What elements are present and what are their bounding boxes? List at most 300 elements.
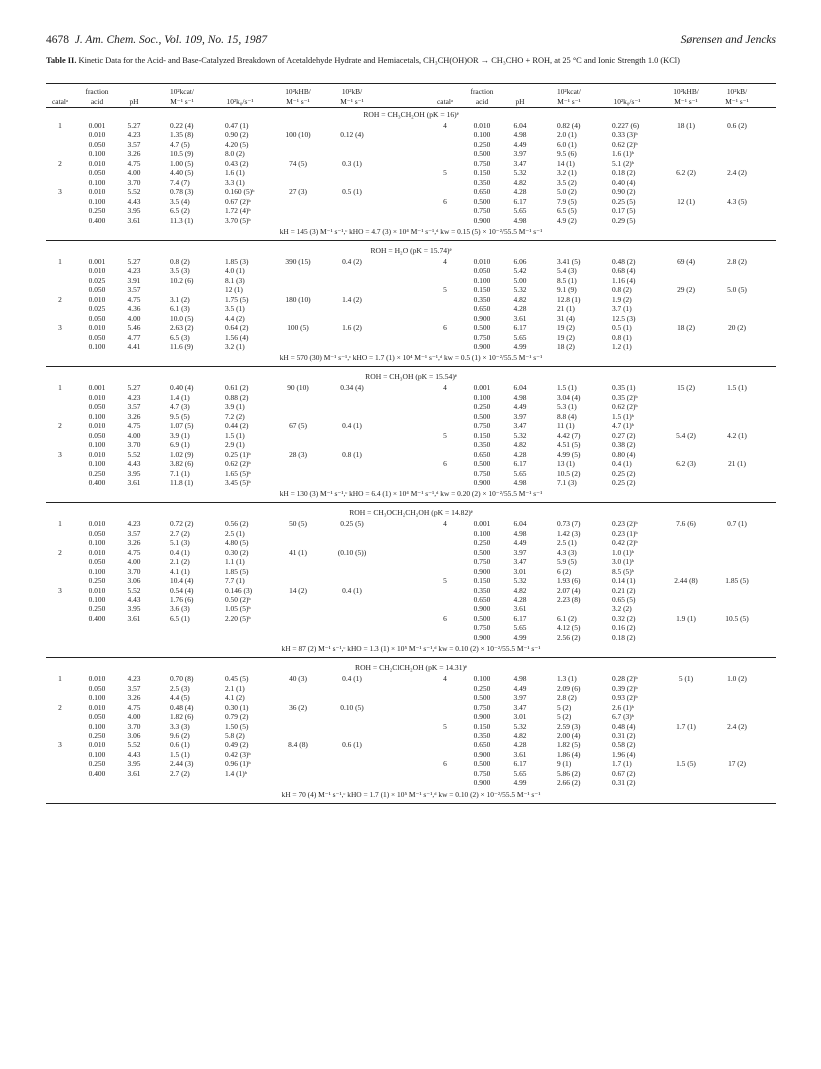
cell-kcat: 1.5 (1): [557, 383, 577, 393]
cell-ph: 5.65: [513, 768, 527, 778]
cell-kb: 0.4 (1): [342, 674, 362, 684]
cell-fraction-acid: 0.100: [88, 440, 106, 450]
cell-kcat: 5.0 (2): [557, 187, 577, 197]
cell-ph: 3.61: [513, 313, 527, 323]
col-header-ph-left: pH: [129, 97, 139, 106]
cell-kcat: 0.82 (4): [557, 121, 581, 130]
cell-k0: 0.61 (2): [225, 383, 249, 393]
cell-kcat: 21 (1): [557, 304, 575, 314]
section-title: ROH = CH₃CH₂OH (pK = 16)ᵉ: [363, 110, 459, 119]
cell-kcat: 12.8 (1): [557, 294, 581, 304]
cell-catal: 2: [58, 547, 62, 557]
cell-catal: 5: [443, 285, 447, 295]
cell-fraction-acid: 0.100: [473, 674, 491, 684]
cell-k0: 0.25 (2): [612, 477, 636, 487]
cell-k0: 0.39 (2)ᵇ: [612, 683, 638, 693]
cell-fraction-acid: 0.150: [473, 576, 491, 586]
cell-kcat: 2.63 (2): [170, 323, 194, 333]
cell-ph: 3.47: [513, 702, 527, 712]
cell-kcat: 6.0 (1): [557, 139, 577, 149]
cell-k0: 2.20 (5)ᵇ: [225, 613, 251, 623]
col-header-fraction-right: fraction: [470, 87, 494, 96]
cell-ph: 3.06: [127, 576, 141, 586]
cell-k0: 12 (1): [225, 285, 243, 295]
cell-fraction-acid: 0.001: [473, 519, 491, 529]
col-header-kb-units-right: M⁻¹ s⁻¹: [725, 97, 749, 106]
cell-fraction-acid: 0.350: [473, 177, 491, 187]
cell-ph: 6.06: [513, 256, 527, 266]
cell-ph: 3.57: [127, 528, 141, 538]
cell-ph: 4.49: [513, 683, 527, 693]
cell-ph: 5.65: [513, 206, 527, 216]
cell-ph: 4.00: [127, 168, 141, 178]
cell-ph: 6.04: [513, 519, 527, 529]
cell-fraction-acid: 0.050: [88, 285, 106, 295]
cell-ph: 3.61: [127, 477, 141, 487]
cell-ph: 4.00: [127, 712, 141, 722]
rate-constants-note: kH = 130 (3) M⁻¹ s⁻¹,ᶜ kHO = 6.4 (1) × 10⁴ M⁻¹ s⁻¹,ᵈ kw = 0.20 (2) × 10⁻²/55.5 M⁻¹ s⁻¹: [279, 489, 543, 499]
cell-ph: 4.28: [513, 187, 527, 197]
cell-ph: 6.04: [513, 383, 527, 393]
cell-catal: 2: [58, 421, 62, 431]
cell-fraction-acid: 0.750: [473, 206, 491, 216]
cell-kb: 4.2 (1): [727, 430, 747, 440]
cell-k0: 0.79 (2): [225, 712, 249, 722]
cell-ph: 6.17: [513, 613, 527, 623]
cell-ph: 5.32: [513, 285, 527, 295]
cell-ph: 4.43: [127, 749, 141, 759]
cell-fraction-acid: 0.100: [88, 411, 106, 421]
cell-k0: 7.7 (1): [225, 576, 245, 586]
cell-ph: 4.36: [127, 304, 141, 314]
cell-fraction-acid: 0.900: [473, 604, 491, 614]
cell-ph: 4.28: [513, 595, 527, 604]
cell-kcat: 2.59 (3): [557, 721, 581, 731]
cell-k0: 0.35 (2)ᵇ: [612, 392, 638, 402]
cell-ph: 5.65: [513, 332, 527, 342]
cell-k0: 0.62 (2)ᵇ: [612, 139, 638, 149]
cell-ph: 3.91: [127, 275, 141, 285]
cell-fraction-acid: 0.750: [473, 623, 491, 633]
cell-kcat: 9.1 (9): [557, 285, 577, 295]
cell-khb: 100 (5): [287, 323, 309, 333]
cell-ph: 4.98: [513, 215, 527, 225]
cell-ph: 4.23: [127, 674, 141, 684]
cell-ph: 3.47: [513, 158, 527, 168]
cell-khb: 69 (4): [677, 256, 695, 266]
cell-k0: 0.23 (1)ᵇ: [612, 528, 638, 538]
rate-constants-note: kH = 570 (30) M⁻¹ s⁻¹,ᶜ kHO = 1.7 (1) × 10⁴ M⁻¹ s⁻¹,ᵈ kw = 0.5 (1) × 10⁻²/55.5 M⁻¹ s⁻¹: [279, 353, 543, 363]
cell-khb: 6.2 (3): [676, 459, 696, 469]
cell-fraction-acid: 0.250: [473, 402, 491, 412]
cell-kcat: 5 (2): [557, 702, 572, 712]
cell-k0: 4.0 (1): [225, 266, 245, 276]
cell-catal: 1: [58, 383, 62, 393]
cell-catal: 2: [58, 702, 62, 712]
cell-fraction-acid: 0.010: [88, 519, 106, 529]
cell-catal: 1: [58, 256, 62, 266]
cell-khb: 36 (2): [289, 702, 307, 712]
cell-fraction-acid: 0.100: [88, 749, 106, 759]
cell-ph: 3.26: [127, 149, 141, 159]
cell-k0: 0.45 (5): [225, 674, 249, 684]
cell-ph: 3.47: [513, 421, 527, 431]
cell-kcat: 1.82 (5): [557, 740, 581, 750]
cell-khb: 15 (2): [677, 383, 695, 393]
page-number: 4678: [46, 34, 69, 46]
cell-ph: 3.95: [127, 206, 141, 216]
cell-k0: 1.4 (1)ᵇ: [225, 768, 247, 778]
cell-k0: 0.42 (2)ᵇ: [612, 538, 638, 548]
cell-fraction-acid: 0.010: [88, 323, 106, 333]
cell-kb: 0.6 (1): [342, 740, 362, 750]
cell-ph: 3.70: [127, 721, 141, 731]
cell-fraction-acid: 0.050: [88, 402, 106, 412]
cell-kb: 0.12 (4): [340, 130, 364, 140]
cell-ph: 4.00: [127, 430, 141, 440]
cell-fraction-acid: 0.100: [88, 149, 106, 159]
cell-ph: 5.65: [513, 468, 527, 478]
cell-kcat: 2.8 (2): [557, 693, 577, 703]
cell-kcat: 2.0 (1): [557, 130, 577, 140]
cell-kcat: 1.76 (6): [170, 595, 194, 604]
cell-catal: 4: [443, 256, 447, 266]
cell-kcat: 19 (2): [557, 323, 575, 333]
cell-fraction-acid: 0.500: [473, 323, 491, 333]
cell-kcat: 14 (1): [557, 158, 575, 168]
cell-khb: 18 (2): [677, 323, 695, 333]
cell-ph: 5.32: [513, 168, 527, 178]
cell-fraction-acid: 0.100: [88, 538, 106, 548]
cell-ph: 3.97: [513, 693, 527, 703]
cell-kcat: 0.72 (2): [170, 519, 194, 529]
cell-kcat: 3.1 (2): [170, 294, 190, 304]
cell-khb: 50 (5): [289, 519, 307, 529]
cell-ph: 5.65: [513, 623, 527, 633]
cell-ph: 4.49: [513, 402, 527, 412]
cell-k0: 0.33 (3)ᵇ: [612, 130, 638, 140]
cell-ph: 3.95: [127, 604, 141, 614]
cell-kb: 1.5 (1): [727, 383, 747, 393]
cell-k0: 1.1 (1): [225, 557, 245, 567]
cell-kb: 10.5 (5): [725, 613, 749, 623]
cell-ph: 3.26: [127, 538, 141, 548]
cell-fraction-acid: 0.500: [473, 547, 491, 557]
cell-kcat: 4.4 (5): [170, 693, 190, 703]
cell-k0: 1.65 (5)ᵇ: [225, 468, 251, 478]
cell-fraction-acid: 0.010: [88, 158, 106, 168]
cell-ph: 3.61: [513, 604, 527, 614]
cell-kcat: 3.41 (5): [557, 256, 581, 266]
cell-kcat: 2.23 (8): [557, 595, 581, 604]
cell-fraction-acid: 0.750: [473, 332, 491, 342]
cell-kcat: 1.42 (3): [557, 528, 581, 538]
col-header-fraction-left: fraction: [85, 87, 109, 96]
cell-fraction-acid: 0.650: [473, 740, 491, 750]
cell-k0: 1.72 (4)ᵇ: [225, 206, 251, 216]
cell-k0: 0.31 (2): [612, 730, 636, 740]
cell-kcat: 6 (2): [557, 566, 572, 576]
cell-k0: 3.3 (1): [225, 177, 245, 187]
cell-catal: 3: [58, 187, 62, 197]
cell-ph: 4.99: [513, 778, 527, 788]
cell-k0: 0.56 (2): [225, 519, 249, 529]
cell-k0: 0.58 (2): [612, 740, 636, 750]
cell-fraction-acid: 0.100: [88, 196, 106, 206]
cell-k0: 0.21 (2): [612, 585, 636, 595]
cell-kcat: 4.42 (7): [557, 430, 581, 440]
cell-k0: 1.56 (4): [225, 332, 249, 342]
cell-ph: 3.57: [127, 285, 141, 295]
cell-k0: 1.85 (5): [225, 566, 249, 576]
cell-k0: 4.7 (1)ᵇ: [612, 421, 634, 431]
cell-fraction-acid: 0.010: [88, 585, 106, 595]
cell-kcat: 6.9 (1): [170, 440, 190, 450]
cell-fraction-acid: 0.025: [88, 304, 106, 314]
cell-khb: 2.44 (8): [674, 576, 698, 586]
cell-ph: 3.01: [513, 566, 527, 576]
cell-fraction-acid: 0.010: [88, 702, 106, 712]
col-header-catal-right: catalᵃ: [437, 97, 453, 106]
cell-fraction-acid: 0.500: [473, 149, 491, 159]
cell-fraction-acid: 0.050: [88, 313, 106, 323]
cell-kcat: 6.5 (2): [170, 206, 190, 216]
cell-catal: 5: [443, 721, 447, 731]
cell-k0: 0.227 (6): [612, 121, 640, 130]
journal-name: J. Am. Chem. Soc., Vol. 109, No. 15, 1987: [74, 34, 268, 46]
cell-khb: 67 (5): [289, 421, 307, 431]
cell-fraction-acid: 0.350: [473, 294, 491, 304]
cell-k0: 0.48 (4): [612, 721, 636, 731]
col-header-kb-right: 10²kB/: [726, 87, 748, 96]
cell-kcat: 3.5 (4): [170, 196, 190, 206]
cell-fraction-acid: 0.750: [473, 768, 491, 778]
cell-ph: 3.70: [127, 440, 141, 450]
cell-fraction-acid: 0.750: [473, 557, 491, 567]
cell-k0: 0.160 (5)ᵇ: [225, 187, 255, 197]
cell-fraction-acid: 0.050: [88, 557, 106, 567]
cell-k0: 3.7 (1): [612, 304, 632, 314]
cell-k0: 3.0 (1)ᵇ: [612, 557, 634, 567]
cell-kcat: 3.2 (1): [557, 168, 577, 178]
col-header-kb-left: 10²kB/: [341, 87, 363, 96]
cell-fraction-acid: 0.900: [473, 712, 491, 722]
cell-catal: 2: [58, 158, 62, 168]
cell-k0: 0.50 (2)ᵇ: [225, 595, 251, 604]
cell-ph: 4.82: [513, 177, 527, 187]
cell-k0: 0.5 (1): [612, 323, 632, 333]
cell-ph: 5.27: [127, 256, 141, 266]
cell-fraction-acid: 0.050: [88, 683, 106, 693]
cell-kcat: 1.93 (6): [557, 576, 581, 586]
cell-ph: 6.17: [513, 459, 527, 469]
cell-kcat: 6.5 (5): [557, 206, 577, 216]
cell-fraction-acid: 0.250: [88, 206, 106, 216]
section-title: ROH = CH₃OCH₂CH₂OH (pK = 14.82)ᵉ: [349, 508, 473, 518]
cell-k0: 1.0 (1)ᵇ: [612, 547, 634, 557]
cell-fraction-acid: 0.010: [88, 674, 106, 684]
cell-kcat: 2.7 (2): [170, 528, 190, 538]
cell-fraction-acid: 0.100: [88, 566, 106, 576]
cell-fraction-acid: 0.010: [88, 740, 106, 750]
cell-ph: 4.75: [127, 702, 141, 712]
cell-khb: 1.5 (5): [676, 759, 696, 769]
cell-k0: 0.25 (5): [612, 196, 636, 206]
cell-ph: 4.98: [513, 528, 527, 538]
cell-k0: 4.1 (2): [225, 693, 245, 703]
cell-fraction-acid: 0.650: [473, 449, 491, 459]
cell-kcat: 4.51 (5): [557, 440, 581, 450]
cell-kb: 2.4 (2): [727, 721, 747, 731]
cell-ph: 4.75: [127, 421, 141, 431]
cell-k0: 0.146 (3): [225, 585, 253, 595]
cell-khb: 1.7 (1): [676, 721, 696, 731]
cell-fraction-acid: 0.650: [473, 304, 491, 314]
cell-ph: 4.82: [513, 294, 527, 304]
cell-fraction-acid: 0.750: [473, 702, 491, 712]
cell-kcat: 5.86 (2): [557, 768, 581, 778]
cell-k0: 0.38 (2): [612, 440, 636, 450]
cell-ph: 3.26: [127, 411, 141, 421]
cell-catal: 3: [58, 740, 62, 750]
cell-fraction-acid: 0.001: [88, 256, 106, 266]
cell-k0: 3.2 (2): [612, 604, 632, 614]
cell-kb: 0.4 (2): [342, 256, 362, 266]
cell-fraction-acid: 0.500: [473, 196, 491, 206]
cell-catal: 5: [443, 168, 447, 178]
cell-khb: 8.4 (8): [288, 740, 308, 750]
cell-catal: 1: [58, 519, 62, 529]
cell-fraction-acid: 0.400: [88, 768, 106, 778]
cell-k0: 0.25 (2): [612, 468, 636, 478]
col-header-acid-right: acid: [475, 97, 489, 106]
cell-kcat: 5.4 (3): [557, 266, 577, 276]
cell-fraction-acid: 0.010: [88, 130, 106, 140]
cell-k0: 1.75 (5): [225, 294, 249, 304]
cell-kcat: 0.22 (4): [170, 121, 194, 130]
table-caption: [46, 56, 776, 67]
cell-k0: 0.65 (5): [612, 595, 636, 604]
cell-kcat: 4.3 (3): [557, 547, 577, 557]
cell-fraction-acid: 0.350: [473, 730, 491, 740]
col-header-khb-left: 10²kHB/: [285, 87, 311, 96]
cell-fraction-acid: 0.050: [88, 168, 106, 178]
cell-catal: 1: [58, 121, 62, 130]
cell-fraction-acid: 0.250: [88, 759, 106, 769]
cell-ph: 3.70: [127, 177, 141, 187]
cell-k0: 0.17 (5): [612, 206, 636, 216]
cell-kcat: 10.4 (4): [170, 576, 194, 586]
cell-k0: 0.31 (2): [612, 778, 636, 788]
cell-fraction-acid: 0.100: [88, 459, 106, 469]
cell-k0: 0.30 (2): [225, 547, 249, 557]
col-header-khb-units-right: M⁻¹ s⁻¹: [674, 97, 698, 106]
cell-fraction-acid: 0.900: [473, 215, 491, 225]
cell-k0: 2.5 (1): [225, 528, 245, 538]
cell-kcat: 3.82 (6): [170, 459, 194, 469]
cell-k0: 1.6 (1)ᵇ: [612, 149, 634, 159]
cell-kcat: 7.1 (1): [170, 468, 190, 478]
cell-ph: 4.28: [513, 740, 527, 750]
cell-kb: 2.8 (2): [727, 256, 747, 266]
cell-k0: 12.5 (3): [612, 313, 636, 323]
col-header-khb-units-left: M⁻¹ s⁻¹: [286, 97, 310, 106]
cell-kb: 0.34 (4): [340, 383, 364, 393]
cell-kb: 5.0 (5): [727, 285, 747, 295]
cell-ph: 4.28: [513, 449, 527, 459]
cell-k0: 0.67 (2)ᵇ: [225, 196, 251, 206]
cell-k0: 0.8 (2): [612, 285, 632, 295]
cell-catal: 6: [443, 323, 447, 333]
cell-ph: 6.17: [513, 759, 527, 769]
cell-kcat: 0.40 (4): [170, 383, 194, 393]
cell-kcat: 6.1 (3): [170, 304, 190, 314]
cell-k0: 0.90 (2): [612, 187, 636, 197]
cell-khb: 41 (1): [289, 547, 307, 557]
cell-kcat: 2.56 (2): [557, 632, 581, 642]
cell-kcat: 4.12 (5): [557, 623, 581, 633]
cell-k0: 7.2 (2): [225, 411, 245, 421]
cell-k0: 0.18 (2): [612, 632, 636, 642]
page-header: [46, 34, 776, 48]
cell-kb: 17 (2): [728, 759, 746, 769]
col-header-khb-right: 10²kHB/: [673, 87, 699, 96]
cell-kb: 0.7 (1): [727, 519, 747, 529]
cell-kcat: 3.5 (2): [557, 177, 577, 187]
cell-kcat: 2.5 (3): [170, 683, 190, 693]
cell-ph: 5.00: [513, 275, 527, 285]
cell-kb: 4.3 (5): [727, 196, 747, 206]
cell-fraction-acid: 0.010: [473, 121, 491, 130]
cell-k0: 0.28 (2)ᵇ: [612, 674, 638, 684]
cell-ph: 3.57: [127, 683, 141, 693]
journal-citation: [46, 34, 267, 46]
cell-kcat: 1.35 (8): [170, 130, 194, 140]
col-header-kb-units-left: M⁻¹ s⁻¹: [340, 97, 364, 106]
cell-fraction-acid: 0.100: [473, 130, 491, 140]
cell-fraction-acid: 0.100: [88, 342, 106, 351]
cell-k0: 3.70 (5)ᵇ: [225, 215, 251, 225]
col-header-kcat-units-left: M⁻¹ s⁻¹: [170, 97, 194, 106]
cell-k0: 1.5 (1)ᵇ: [612, 411, 634, 421]
cell-kcat: 11.8 (1): [170, 477, 194, 487]
cell-k0: 1.9 (2): [612, 294, 632, 304]
cell-k0: 2.9 (1): [225, 440, 245, 450]
cell-k0: 4.80 (5): [225, 538, 249, 548]
cell-k0: 0.4 (1): [612, 459, 632, 469]
cell-kcat: 9.6 (2): [170, 730, 190, 740]
cell-catal: 1: [58, 674, 62, 684]
cell-fraction-acid: 0.750: [473, 421, 491, 431]
cell-catal: 3: [58, 323, 62, 333]
cell-khb: 12 (1): [677, 196, 695, 206]
cell-khb: 390 (15): [285, 256, 311, 266]
cell-ph: 4.82: [513, 440, 527, 450]
cell-k0: 5.1 (2)ᵇ: [612, 158, 634, 168]
cell-kcat: 1.00 (5): [170, 158, 194, 168]
cell-ph: 4.99: [513, 342, 527, 351]
col-header-k0-left: 10²k₀/s⁻¹: [226, 97, 254, 106]
cell-k0: 0.27 (2): [612, 430, 636, 440]
cell-ph: 3.01: [513, 712, 527, 722]
cell-khb: 5.4 (2): [676, 430, 696, 440]
cell-fraction-acid: 0.010: [473, 256, 491, 266]
cell-catal: 4: [443, 674, 447, 684]
cell-kcat: 8.8 (4): [557, 411, 577, 421]
cell-kb: 1.4 (2): [342, 294, 362, 304]
cell-kcat: 1.4 (1): [170, 392, 190, 402]
cell-kcat: 11 (1): [557, 421, 575, 431]
